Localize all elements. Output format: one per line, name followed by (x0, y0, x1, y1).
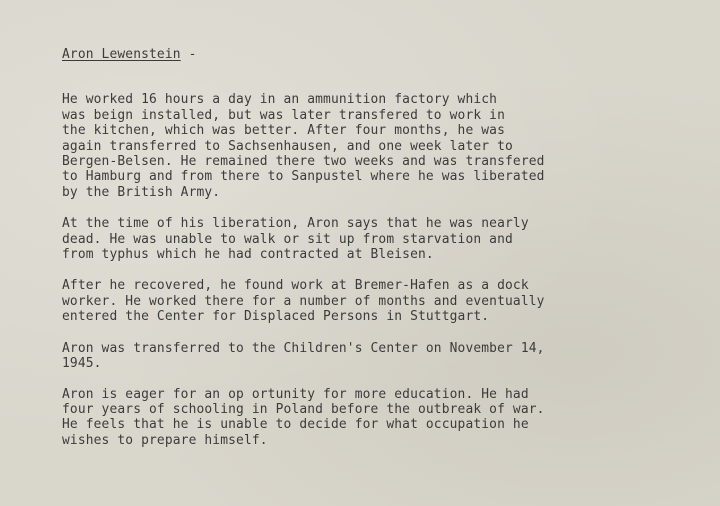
typed-text-body (62, 47, 702, 464)
paragraph-4: Aron was transferred to the Children's Center on November 14, 1945. (62, 340, 545, 372)
paragraph-3: After he recovered, he found work at Bremer-Hafen as a dock worker. He worked there for a number of months and eventually entered the Center for Displaced Persons in Stuttgart. (62, 278, 545, 325)
heading-dash: - (180, 47, 197, 62)
heading-name: Aron Lewenstein (62, 47, 181, 62)
paragraph-5: Aron is eager for an op ortunity for more education. He had four years of schooling in Poland before the outbreak of war. He feels that he is unable to decide for what occupation he wishes to prepare himself. (62, 386, 545, 448)
document-heading (62, 47, 702, 62)
paragraph-2: At the time of his liberation, Aron says that he was nearly dead. He was unable to walk or sit up from starvation and from typhus which he had contracted at Bleisen. (62, 216, 529, 263)
paragraph-1: He worked 16 hours a day in an ammunition factory which was beign installed, but was later transfered to work in the kitchen, which was better. After four months, he was again transferred to Sachsenhausen, and one week later to Bergen-Belsen. He remained there two weeks and was transfered to Hamburg and from there to Sanpustel where he was liberated by the British Army. (62, 92, 545, 200)
